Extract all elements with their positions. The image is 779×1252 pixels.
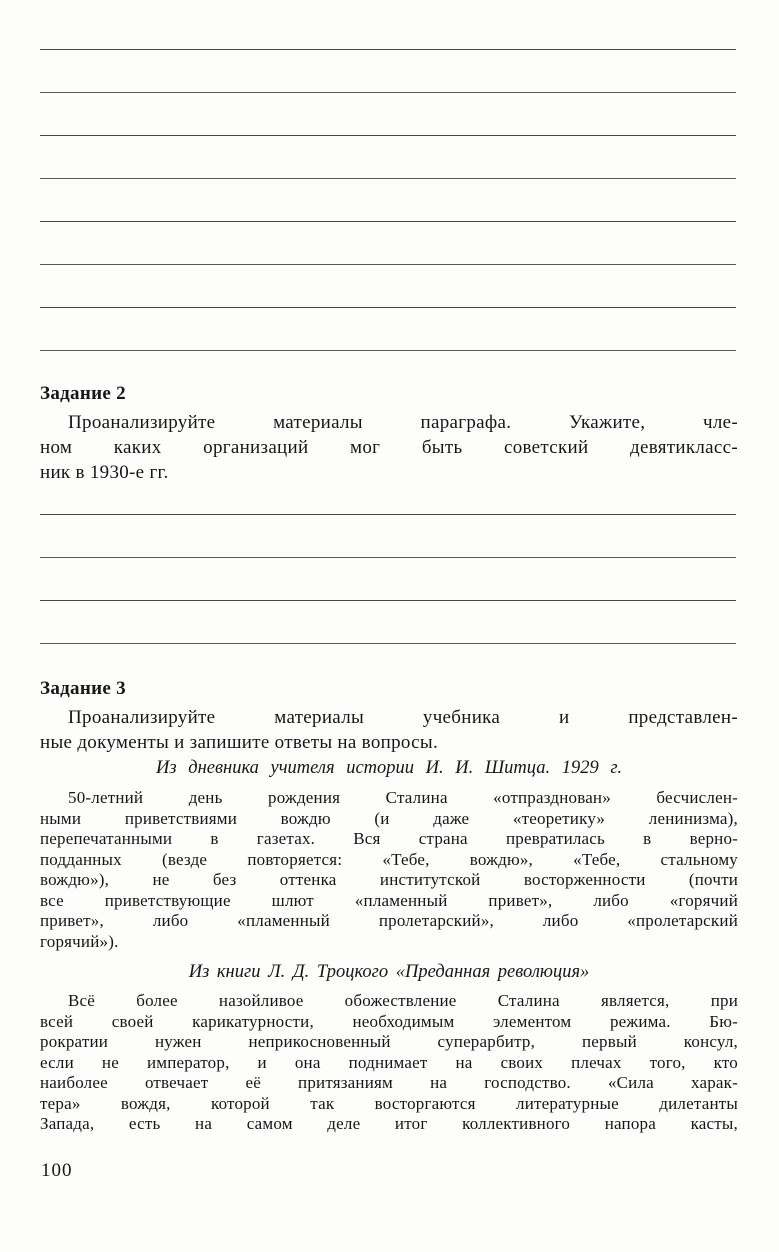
text-line: ном каких организаций мог быть советский девятикласс-: [40, 437, 738, 458]
answer-rule-line: [40, 178, 736, 179]
task3-paragraph: [40, 705, 738, 755]
text-line: Проанализируйте материалы учебника и представлен-: [68, 707, 738, 728]
text-line: горячий»).: [40, 931, 119, 951]
answer-rule-line: [40, 350, 736, 351]
text-line: если не император, и она поднимает на своих плечах того, кто: [40, 1052, 738, 1072]
text-line: ник в 1930-е гг.: [40, 462, 169, 483]
document1-heading: Из дневника учителя истории И. И. Шитца. 1929 г.: [156, 758, 622, 778]
text-line: подданных (везде повторяется: «Тебе, вождю», «Тебе, стальному: [40, 849, 738, 869]
text-line: тера» вождя, которой так восторгаются литературные дилетанты: [40, 1093, 738, 1113]
text-line: наиболее отвечает её притязаниям на господство. «Сила харак-: [40, 1073, 738, 1092]
answer-rule-line: [40, 92, 736, 93]
answer-rule-line: [40, 221, 736, 222]
answer-rule-line: [40, 264, 736, 265]
answer-lines-top: [40, 49, 736, 393]
task3-heading: Задание 3: [40, 678, 126, 699]
answer-rule-line: [40, 135, 736, 136]
task2-paragraph: [40, 410, 738, 485]
answer-lines-middle: [40, 514, 736, 686]
text-line: Запада, есть на самом деле итог коллективного напора касты,: [40, 1114, 738, 1133]
text-line: всей своей карикатурности, необходимым элементом режима. Бю-: [40, 1011, 738, 1031]
text-line: перепечатанными в газетах. Вся страна превратилась в верно-: [40, 829, 738, 848]
text-line: все приветствующие шлют «пламенный привет», либо «горячий: [40, 890, 738, 910]
task2-heading: Задание 2: [40, 383, 126, 404]
text-line: ными приветствиями вождю (и даже «теоретику» ленинизма),: [40, 808, 738, 828]
answer-rule-line: [40, 643, 736, 644]
answer-rule-line: [40, 514, 736, 515]
text-line: Проанализируйте материалы параграфа. Укажите, чле-: [68, 412, 738, 433]
answer-rule-line: [40, 307, 736, 308]
answer-rule-line: [40, 600, 736, 601]
answer-rule-line: [40, 49, 736, 50]
document1-paragraph: [40, 788, 738, 952]
text-line: рократии нужен неприкосновенный суперарбитр, первый консул,: [40, 1032, 738, 1051]
text-line: ные документы и запишите ответы на вопросы.: [40, 732, 439, 753]
document2-heading: Из книги Л. Д. Троцкого «Преданная революция»: [188, 962, 590, 982]
answer-rule-line: [40, 557, 736, 558]
document2-paragraph: [40, 991, 738, 1135]
text-line: 50-летний день рождения Сталина «отпразднован» бесчислен-: [68, 788, 738, 807]
text-line: Всё более назойливое обожествление Сталина является, при: [68, 991, 738, 1010]
text-line: привет», либо «пламенный пролетарский», либо «пролетарский: [40, 911, 738, 930]
page-number: 100: [41, 1160, 73, 1181]
text-line: вождю»), не без оттенка институтской восторженности (почти: [40, 870, 738, 889]
